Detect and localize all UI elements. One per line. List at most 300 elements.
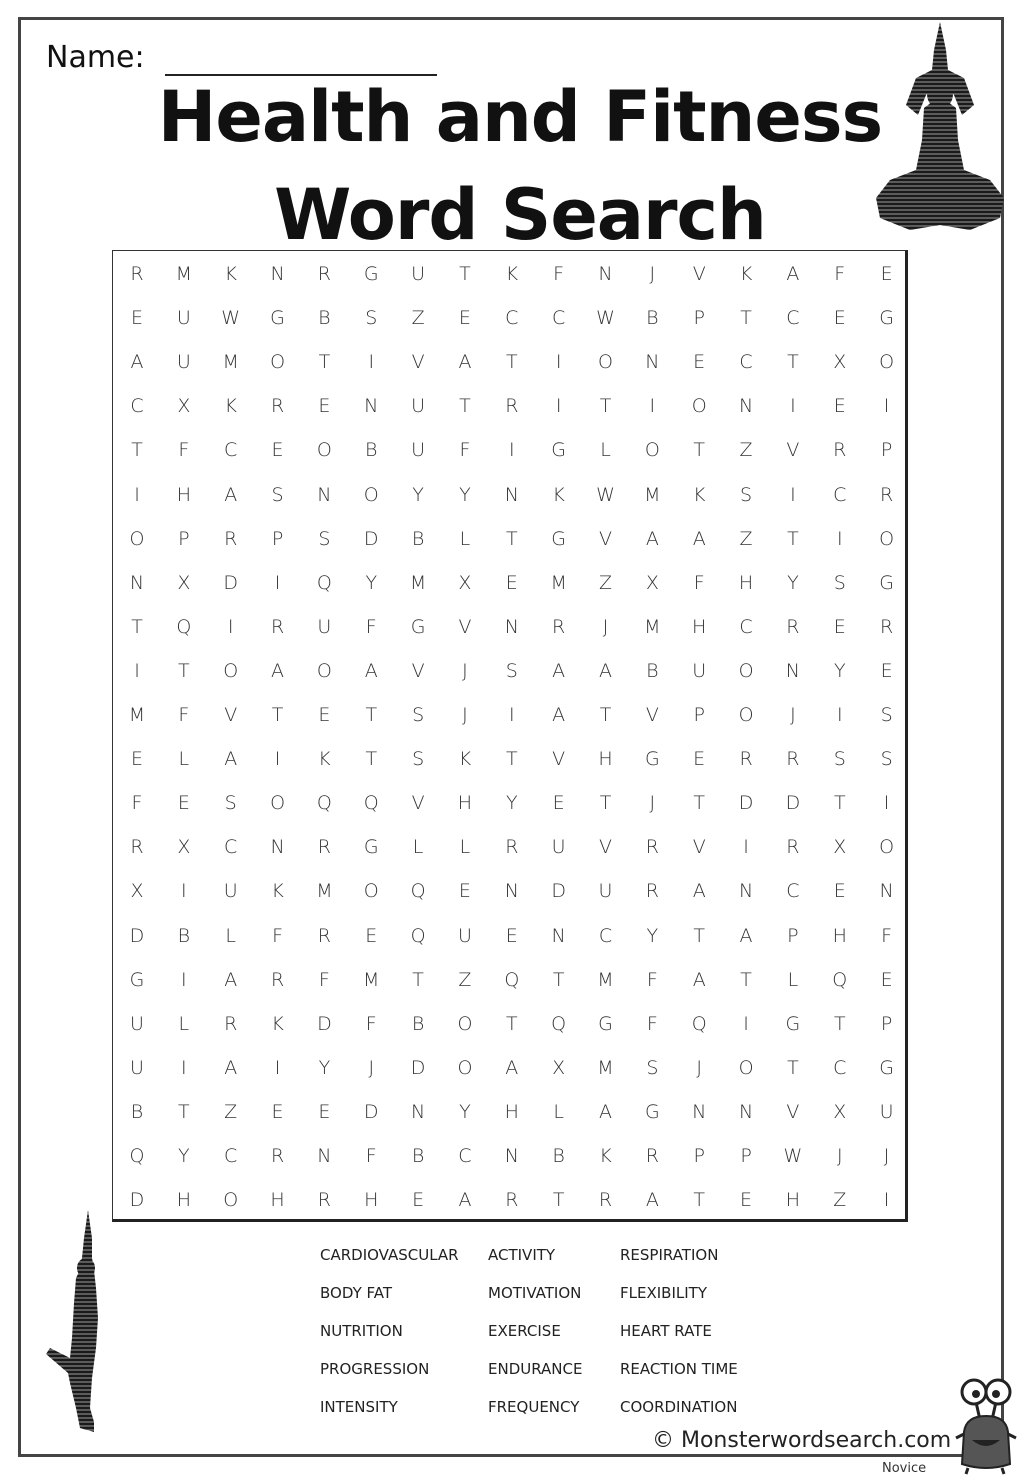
grid-letter[interactable]: J	[462, 659, 468, 682]
grid-letter[interactable]: O	[879, 527, 895, 550]
grid-letter[interactable]: J	[883, 1145, 890, 1167]
grid-letter[interactable]: A	[692, 968, 706, 991]
grid-letter[interactable]: N	[785, 659, 800, 682]
grid-letter[interactable]: R	[317, 263, 331, 285]
grid-letter[interactable]: J	[602, 615, 609, 638]
grid-letter[interactable]: G	[410, 615, 426, 638]
grid-letter[interactable]: Q	[363, 792, 379, 815]
grid-letter[interactable]: O	[270, 792, 286, 815]
grid-letter[interactable]: K	[458, 748, 472, 771]
grid-letter[interactable]: D	[785, 792, 801, 815]
grid-letter[interactable]: G	[270, 307, 285, 330]
grid-letter[interactable]: A	[130, 351, 144, 374]
grid-letter[interactable]: C	[833, 483, 847, 506]
grid-letter[interactable]: E	[833, 307, 846, 330]
grid-letter[interactable]: Y	[833, 659, 846, 682]
grid-letter[interactable]: X	[177, 836, 191, 859]
grid-letter[interactable]: N	[270, 836, 285, 859]
grid-letter[interactable]: R	[505, 395, 519, 418]
grid-letter[interactable]: R	[786, 836, 800, 859]
grid-letter[interactable]: S	[224, 792, 237, 815]
grid-letter[interactable]: K	[271, 1012, 284, 1035]
grid-letter[interactable]: V	[786, 439, 800, 462]
grid-letter[interactable]: F	[553, 263, 565, 285]
grid-letter[interactable]: B	[411, 1145, 425, 1167]
grid-letter[interactable]: F	[881, 924, 893, 947]
grid-letter[interactable]: E	[880, 659, 893, 682]
grid-letter[interactable]: Z	[598, 571, 613, 594]
grid-letter[interactable]: Z	[411, 307, 425, 330]
grid-letter[interactable]: O	[223, 1189, 239, 1212]
grid-letter[interactable]: N	[129, 571, 145, 594]
grid-letter[interactable]: A	[224, 483, 238, 506]
grid-letter[interactable]: I	[883, 792, 890, 815]
grid-letter[interactable]: Q	[691, 1012, 707, 1035]
grid-letter[interactable]: A	[552, 704, 566, 726]
grid-letter[interactable]: O	[738, 1056, 754, 1079]
grid-letter[interactable]: V	[786, 1100, 800, 1123]
grid-letter[interactable]: B	[411, 527, 425, 550]
grid-letter[interactable]: N	[317, 483, 332, 506]
grid-letter[interactable]: A	[224, 748, 238, 771]
grid-letter[interactable]: R	[833, 439, 847, 462]
grid-letter[interactable]: N	[270, 263, 285, 285]
grid-letter[interactable]: R	[645, 880, 659, 903]
grid-letter[interactable]: J	[696, 1056, 702, 1079]
grid-letter[interactable]: T	[599, 704, 612, 726]
grid-letter[interactable]: I	[555, 395, 562, 418]
grid-letter[interactable]: Y	[787, 571, 799, 594]
grid-letter[interactable]: I	[181, 968, 187, 991]
grid-letter[interactable]: G	[644, 748, 660, 771]
grid-letter[interactable]: G	[551, 439, 566, 462]
grid-letter[interactable]: T	[833, 1012, 846, 1035]
grid-letter[interactable]: I	[649, 395, 656, 418]
grid-letter[interactable]: Q	[410, 880, 426, 903]
grid-letter[interactable]: V	[692, 836, 706, 859]
grid-letter[interactable]: M	[644, 483, 661, 506]
grid-letter[interactable]: E	[880, 968, 893, 991]
grid-letter[interactable]: Q	[551, 1012, 567, 1035]
grid-letter[interactable]: A	[645, 527, 659, 550]
grid-letter[interactable]: M	[409, 571, 427, 594]
grid-letter[interactable]: V	[411, 792, 425, 815]
grid-letter[interactable]: N	[551, 924, 566, 947]
grid-letter[interactable]: N	[738, 880, 754, 903]
grid-letter[interactable]: N	[598, 263, 613, 285]
grid-letter[interactable]: A	[599, 1100, 612, 1123]
grid-letter[interactable]: C	[224, 836, 238, 859]
grid-letter[interactable]: J	[790, 704, 796, 726]
grid-letter[interactable]: F	[178, 704, 190, 726]
grid-letter[interactable]: T	[693, 1189, 705, 1212]
grid-letter[interactable]: O	[691, 395, 707, 418]
grid-letter[interactable]: T	[787, 351, 799, 374]
grid-letter[interactable]: L	[459, 527, 471, 550]
grid-letter[interactable]: T	[318, 351, 331, 374]
grid-letter[interactable]: N	[738, 395, 754, 418]
grid-letter[interactable]: G	[129, 968, 145, 991]
grid-letter[interactable]: C	[739, 615, 753, 638]
grid-letter[interactable]: U	[223, 880, 238, 903]
grid-letter[interactable]: C	[552, 307, 566, 330]
grid-letter[interactable]: T	[552, 1189, 565, 1212]
grid-letter[interactable]: F	[365, 1012, 377, 1035]
grid-letter[interactable]: C	[598, 924, 613, 947]
grid-letter[interactable]: S	[740, 483, 753, 506]
grid-letter[interactable]: M	[597, 968, 614, 991]
grid-letter[interactable]: F	[646, 968, 658, 991]
grid-letter[interactable]: O	[879, 351, 895, 374]
grid-letter[interactable]: W	[221, 307, 241, 330]
grid-letter[interactable]: B	[411, 1012, 425, 1035]
grid-letter[interactable]: E	[458, 880, 471, 903]
grid-letter[interactable]: L	[178, 1012, 190, 1035]
word-search-grid[interactable]	[112, 250, 908, 1222]
grid-letter[interactable]: S	[833, 748, 846, 771]
grid-letter[interactable]: O	[316, 439, 332, 462]
grid-letter[interactable]: Q	[129, 1145, 145, 1167]
grid-letter[interactable]: F	[459, 439, 471, 462]
grid-letter[interactable]: N	[504, 615, 519, 638]
grid-letter[interactable]: P	[787, 924, 799, 947]
grid-letter[interactable]: Y	[412, 483, 424, 506]
grid-letter[interactable]: X	[552, 1056, 566, 1079]
grid-letter[interactable]: Q	[410, 924, 426, 947]
grid-letter[interactable]: T	[599, 395, 612, 418]
grid-letter[interactable]: R	[645, 836, 659, 859]
grid-letter[interactable]: R	[317, 1189, 331, 1212]
grid-letter[interactable]: G	[879, 571, 894, 594]
grid-letter[interactable]: D	[317, 1012, 332, 1035]
grid-letter[interactable]: K	[224, 395, 237, 418]
grid-letter[interactable]: B	[552, 1145, 565, 1167]
grid-letter[interactable]: I	[274, 571, 281, 594]
grid-letter[interactable]: F	[365, 1145, 377, 1167]
grid-letter[interactable]: A	[224, 968, 238, 991]
grid-letter[interactable]: T	[365, 704, 378, 726]
grid-letter[interactable]: R	[879, 615, 894, 638]
grid-letter[interactable]: P	[271, 527, 284, 550]
grid-letter[interactable]: E	[318, 1100, 331, 1123]
grid-letter[interactable]: T	[505, 351, 518, 374]
grid-letter[interactable]: H	[504, 1100, 519, 1123]
grid-letter[interactable]: Q	[316, 571, 332, 594]
grid-letter[interactable]: I	[134, 483, 140, 506]
grid-letter[interactable]: R	[552, 615, 566, 638]
grid-letter[interactable]: C	[458, 1145, 472, 1167]
grid-letter[interactable]: O	[457, 1012, 473, 1035]
grid-letter[interactable]: N	[692, 1100, 707, 1123]
grid-letter[interactable]: O	[129, 527, 145, 550]
grid-letter[interactable]: E	[271, 1100, 284, 1123]
grid-letter[interactable]: I	[743, 836, 749, 859]
grid-letter[interactable]: R	[224, 1012, 238, 1035]
grid-letter[interactable]: T	[365, 748, 378, 771]
grid-letter[interactable]: E	[833, 615, 846, 638]
grid-letter[interactable]: D	[551, 880, 566, 903]
grid-letter[interactable]: Y	[318, 1056, 331, 1079]
grid-letter[interactable]: E	[693, 351, 706, 374]
grid-letter[interactable]: I	[227, 615, 234, 638]
grid-letter[interactable]: T	[740, 968, 752, 991]
grid-letter[interactable]: P	[880, 439, 893, 462]
grid-letter[interactable]: W	[596, 307, 615, 330]
grid-letter[interactable]: G	[644, 1100, 660, 1123]
grid-letter[interactable]: I	[883, 1189, 890, 1212]
grid-letter[interactable]: I	[836, 704, 843, 726]
grid-letter[interactable]: D	[223, 571, 238, 594]
grid-letter[interactable]: D	[129, 924, 145, 947]
grid-letter[interactable]: O	[316, 659, 332, 682]
grid-letter[interactable]: R	[270, 395, 285, 418]
grid-letter[interactable]: L	[412, 836, 424, 859]
grid-letter[interactable]: I	[790, 395, 796, 418]
grid-letter[interactable]: M	[316, 880, 333, 903]
grid-letter[interactable]: R	[786, 748, 800, 771]
grid-letter[interactable]: K	[599, 1145, 612, 1167]
grid-letter[interactable]: B	[646, 307, 659, 330]
grid-letter[interactable]: R	[505, 1189, 519, 1212]
grid-letter[interactable]: E	[130, 307, 143, 330]
grid-letter[interactable]: M	[597, 1056, 614, 1079]
grid-letter[interactable]: O	[879, 836, 895, 859]
grid-letter[interactable]: E	[693, 748, 706, 771]
grid-letter[interactable]: Z	[739, 439, 753, 462]
grid-letter[interactable]: A	[224, 1056, 238, 1079]
grid-letter[interactable]: I	[181, 880, 187, 903]
grid-letter[interactable]: I	[508, 439, 515, 462]
grid-letter[interactable]: G	[785, 1012, 801, 1035]
grid-letter[interactable]: K	[505, 263, 519, 285]
grid-letter[interactable]: P	[693, 1145, 705, 1167]
grid-letter[interactable]: C	[505, 307, 519, 330]
grid-letter[interactable]: F	[693, 571, 705, 594]
grid-letter[interactable]: J	[836, 1145, 843, 1167]
grid-letter[interactable]: T	[833, 792, 846, 815]
grid-letter[interactable]: Z	[458, 968, 472, 991]
grid-letter[interactable]: R	[505, 836, 519, 859]
grid-letter[interactable]: K	[692, 483, 706, 506]
grid-letter[interactable]: R	[739, 748, 753, 771]
grid-letter[interactable]: L	[459, 836, 471, 859]
grid-letter[interactable]: Y	[459, 1100, 471, 1123]
grid-letter[interactable]: Q	[316, 792, 332, 815]
grid-letter[interactable]: J	[649, 792, 656, 815]
grid-letter[interactable]: Q	[176, 615, 192, 638]
grid-letter[interactable]: F	[646, 1012, 658, 1035]
grid-letter[interactable]: R	[317, 836, 331, 859]
grid-letter[interactable]: I	[836, 527, 843, 550]
grid-letter[interactable]: O	[738, 659, 754, 682]
grid-letter[interactable]: I	[790, 483, 796, 506]
grid-letter[interactable]: U	[598, 880, 613, 903]
grid-letter[interactable]: V	[411, 659, 425, 682]
grid-letter[interactable]: R	[224, 527, 238, 550]
grid-letter[interactable]: G	[363, 836, 379, 859]
grid-letter[interactable]: A	[739, 924, 753, 947]
grid-letter[interactable]: N	[364, 395, 379, 418]
grid-letter[interactable]: A	[458, 1189, 472, 1212]
grid-letter[interactable]: U	[411, 263, 426, 285]
grid-letter[interactable]: E	[458, 307, 471, 330]
grid-letter[interactable]: T	[552, 968, 565, 991]
grid-letter[interactable]: A	[599, 659, 612, 682]
grid-letter[interactable]: O	[457, 1056, 473, 1079]
grid-letter[interactable]: E	[552, 792, 565, 815]
grid-letter[interactable]: E	[833, 880, 846, 903]
grid-letter[interactable]: V	[224, 704, 238, 726]
grid-letter[interactable]: C	[786, 880, 800, 903]
grid-letter[interactable]: G	[551, 527, 566, 550]
grid-letter[interactable]: M	[363, 968, 380, 991]
grid-letter[interactable]: T	[693, 439, 705, 462]
grid-letter[interactable]: T	[178, 659, 190, 682]
grid-letter[interactable]: N	[317, 1145, 332, 1167]
grid-letter[interactable]: H	[832, 924, 847, 947]
grid-letter[interactable]: U	[411, 439, 426, 462]
grid-letter[interactable]: F	[272, 924, 284, 947]
grid-letter[interactable]: E	[740, 1189, 753, 1212]
grid-letter[interactable]: R	[645, 1145, 659, 1167]
grid-letter[interactable]: A	[271, 659, 285, 682]
grid-letter[interactable]: K	[271, 880, 284, 903]
grid-letter[interactable]: O	[270, 351, 286, 374]
grid-letter[interactable]: S	[412, 748, 425, 771]
grid-letter[interactable]: R	[130, 263, 144, 285]
grid-letter[interactable]: U	[411, 395, 426, 418]
grid-letter[interactable]: C	[786, 307, 800, 330]
grid-letter[interactable]: M	[128, 704, 146, 726]
grid-letter[interactable]: B	[130, 1100, 144, 1123]
grid-letter[interactable]: K	[224, 263, 237, 285]
grid-letter[interactable]: T	[787, 527, 799, 550]
grid-letter[interactable]: R	[270, 1145, 285, 1167]
grid-letter[interactable]: D	[410, 1056, 426, 1079]
grid-letter[interactable]: I	[555, 351, 562, 374]
grid-letter[interactable]: P	[693, 704, 705, 726]
grid-letter[interactable]: E	[880, 263, 893, 285]
grid-letter[interactable]: F	[834, 263, 846, 285]
grid-letter[interactable]: A	[505, 1056, 519, 1079]
grid-letter[interactable]: U	[130, 1012, 144, 1035]
grid-letter[interactable]: R	[879, 483, 894, 506]
grid-letter[interactable]: L	[178, 748, 190, 771]
grid-letter[interactable]: P	[693, 307, 705, 330]
grid-letter[interactable]: R	[317, 924, 331, 947]
grid-letter[interactable]: I	[508, 704, 515, 726]
grid-letter[interactable]: N	[504, 483, 519, 506]
grid-letter[interactable]: N	[504, 880, 519, 903]
grid-letter[interactable]: T	[505, 748, 518, 771]
grid-letter[interactable]: S	[365, 307, 378, 330]
grid-letter[interactable]: S	[412, 704, 425, 726]
grid-letter[interactable]: U	[551, 836, 566, 859]
grid-letter[interactable]: K	[318, 748, 331, 771]
grid-letter[interactable]: T	[599, 792, 612, 815]
grid-letter[interactable]: T	[505, 527, 518, 550]
grid-letter[interactable]: M	[550, 571, 567, 594]
grid-letter[interactable]: H	[176, 483, 191, 506]
grid-letter[interactable]: E	[318, 395, 331, 418]
grid-letter[interactable]: A	[364, 659, 378, 682]
grid-letter[interactable]: U	[879, 1100, 894, 1123]
grid-letter[interactable]: A	[692, 527, 706, 550]
grid-letter[interactable]: K	[739, 263, 753, 285]
grid-letter[interactable]: A	[786, 263, 800, 285]
grid-letter[interactable]: G	[598, 1012, 613, 1035]
grid-letter[interactable]: X	[177, 395, 191, 418]
grid-letter[interactable]: O	[363, 880, 379, 903]
grid-letter[interactable]: V	[599, 836, 612, 859]
grid-letter[interactable]: T	[459, 263, 471, 285]
grid-letter[interactable]: A	[692, 880, 706, 903]
grid-letter[interactable]: T	[693, 792, 705, 815]
grid-letter[interactable]: X	[645, 571, 659, 594]
grid-letter[interactable]: H	[364, 1189, 379, 1212]
grid-letter[interactable]: C	[224, 439, 238, 462]
grid-letter[interactable]: G	[363, 263, 379, 285]
grid-letter[interactable]: Y	[646, 924, 659, 947]
grid-letter[interactable]: Y	[365, 571, 378, 594]
grid-letter[interactable]: J	[649, 263, 656, 285]
grid-letter[interactable]: M	[175, 263, 193, 285]
grid-letter[interactable]: S	[271, 483, 284, 506]
grid-letter[interactable]: V	[411, 351, 425, 374]
grid-letter[interactable]: L	[600, 439, 611, 462]
grid-letter[interactable]: O	[363, 483, 379, 506]
grid-letter[interactable]: G	[879, 1056, 894, 1079]
grid-letter[interactable]: O	[644, 439, 660, 462]
grid-letter[interactable]: I	[181, 1056, 187, 1079]
grid-letter[interactable]: T	[271, 704, 284, 726]
grid-letter[interactable]: T	[693, 924, 705, 947]
grid-letter[interactable]: R	[270, 615, 285, 638]
grid-letter[interactable]: S	[318, 527, 331, 550]
grid-letter[interactable]: Q	[504, 968, 520, 991]
grid-letter[interactable]: K	[552, 483, 565, 506]
grid-letter[interactable]: X	[177, 571, 191, 594]
grid-letter[interactable]: S	[505, 659, 518, 682]
grid-letter[interactable]: Y	[178, 1145, 190, 1167]
grid-letter[interactable]: L	[787, 968, 799, 991]
grid-letter[interactable]: W	[783, 1145, 803, 1167]
grid-letter[interactable]: T	[505, 1012, 518, 1035]
grid-letter[interactable]: X	[833, 351, 847, 374]
grid-letter[interactable]: S	[646, 1056, 659, 1079]
grid-letter[interactable]: O	[738, 704, 754, 726]
grid-letter[interactable]: D	[363, 527, 379, 550]
grid-letter[interactable]: F	[131, 792, 143, 815]
grid-letter[interactable]: E	[271, 439, 284, 462]
grid-letter[interactable]: F	[365, 615, 377, 638]
grid-letter[interactable]: M	[644, 615, 661, 638]
grid-letter[interactable]: D	[129, 1189, 145, 1212]
grid-letter[interactable]: U	[130, 1056, 144, 1079]
grid-letter[interactable]: P	[880, 1012, 893, 1035]
grid-letter[interactable]: A	[458, 351, 472, 374]
grid-letter[interactable]: N	[738, 1100, 754, 1123]
grid-letter[interactable]: H	[738, 571, 754, 594]
grid-letter[interactable]: G	[879, 307, 894, 330]
grid-letter[interactable]: V	[458, 615, 472, 638]
grid-letter[interactable]: I	[134, 659, 140, 682]
grid-letter[interactable]: U	[457, 924, 472, 947]
grid-letter[interactable]: E	[365, 924, 378, 947]
grid-letter[interactable]: V	[692, 263, 706, 285]
grid-letter[interactable]: P	[740, 1145, 752, 1167]
grid-letter[interactable]: R	[786, 615, 800, 638]
